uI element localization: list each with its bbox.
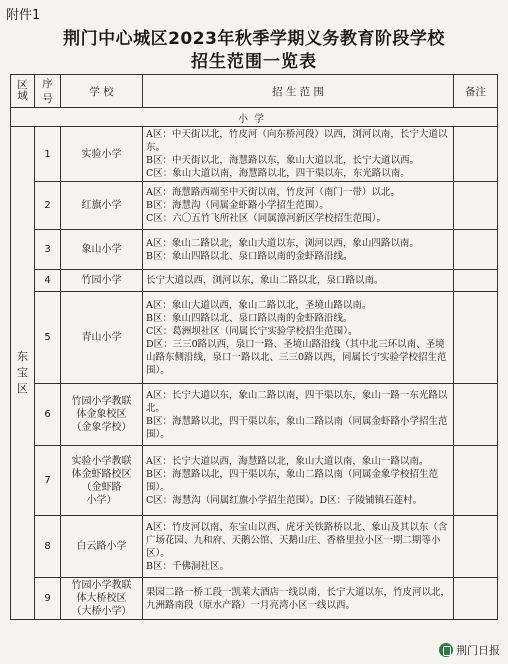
school-name <box>61 182 143 230</box>
row-number: 9 <box>35 578 61 620</box>
enrollment-range <box>143 578 454 620</box>
school-name <box>61 127 143 182</box>
range-line: A区：象山二路以北，象山大道以东，浏河以西，象山四路以南。 <box>146 237 419 249</box>
range-line: A区：象山大道以西，象山二路以北，圣境山路以南。 <box>146 299 372 311</box>
range-line: C区：海慧沟（同属红旗小学招生范围）。D区：子陵铺镇石莲村。 <box>146 494 423 506</box>
note-cell <box>454 446 498 516</box>
range-line: B区：海慧路以北，四干渠以东，象山二路以南（同属金虾路小学招生范围）。 <box>146 415 448 440</box>
note-cell <box>454 384 498 446</box>
enrollment-range <box>143 292 454 384</box>
row-number: 5 <box>35 292 61 384</box>
table-row <box>11 127 498 182</box>
range-line: 长宁大道以西，浏河以东，象山二路以北，泉口路以南。 <box>146 275 384 286</box>
watermark-text: 荆门日报 <box>456 644 500 657</box>
school-name <box>61 270 143 292</box>
note-cell <box>454 127 498 182</box>
header-district-char: 区 <box>17 79 28 91</box>
school-name-line: 红旗小学 <box>81 200 122 211</box>
table-row <box>11 270 498 292</box>
school-name-line: （金象学校） <box>71 422 132 433</box>
header-note: 备注 <box>454 75 498 108</box>
range-line: C区：六〇五竹飞所社区（同属漳河新区学校招生范围）。 <box>146 213 387 224</box>
range-line: A区：中天街以北，竹皮河（向东桥河段）以西，浏河以南，长宁大道以东。 <box>146 129 448 153</box>
table-row <box>11 292 498 384</box>
school-name-line: 竹园小学 <box>81 275 122 286</box>
row-number: 6 <box>35 384 61 446</box>
district-name-char: 宝 <box>17 366 28 379</box>
range-line: A区：长宁大道以西，海慧路以北，象山大道以南，象山一路以南。 <box>146 455 429 467</box>
attachment-label: 附件1 <box>6 8 41 23</box>
range-line: B区：象山四路以北、泉口路以南的金虾路沿线。 <box>146 250 353 262</box>
range-line: B区：海慧路以北，四干渠以东，象山二路以南（同属金象学校招生范围）。 <box>146 468 438 493</box>
section-label: 小学 <box>11 108 498 127</box>
district-name-char: 东 <box>17 350 28 363</box>
row-number: 7 <box>35 446 61 516</box>
header-range: 招 生 范 围 <box>143 75 454 108</box>
range-line: C区：葛洲坝社区（同属长宁实验学校招生范围）。 <box>146 325 358 337</box>
school-name-line: 青山小学 <box>81 332 122 343</box>
note-cell <box>454 516 498 578</box>
school-name <box>61 446 143 516</box>
table-row <box>11 384 498 446</box>
school-name-line: （大桥小学） <box>71 606 132 617</box>
district-name-char: 区 <box>17 382 28 395</box>
enrollment-range <box>143 270 454 292</box>
school-name <box>61 578 143 620</box>
range-line: C区：象山大道以南，海慧路以北，四干渠以东，东光路以南。 <box>146 168 410 179</box>
table-row <box>11 578 498 620</box>
range-line: A区：长宁大道以东，象山二路以南，四干渠以东，象山一路一东光路以北。 <box>146 389 448 414</box>
enrollment-range <box>143 384 454 446</box>
row-number: 3 <box>35 230 61 270</box>
header-district <box>11 75 35 108</box>
row-number: 4 <box>35 270 61 292</box>
note-cell <box>454 292 498 384</box>
table-header-row <box>11 75 498 108</box>
enrollment-range <box>143 127 454 182</box>
school-name-line: 体大桥校区 <box>76 593 127 604</box>
page-title: 荆门中心城区2023年秋季学期义务教育阶段学校 <box>63 29 445 49</box>
range-line: B区：中天街以北，海慧路以东，象山大道以北，长宁大道以西。 <box>146 155 419 166</box>
school-name-line: 体金象校区 <box>76 409 127 420</box>
note-cell <box>454 270 498 292</box>
school-name <box>61 230 143 270</box>
table-body <box>11 127 498 620</box>
header-district-char: 域 <box>17 90 28 102</box>
range-line: B区：象山四路以北、泉口路以南的金虾路沿线。 <box>146 312 353 324</box>
range-line: B区：千佛洞社区。 <box>146 560 229 572</box>
school-name-line: 小学） <box>86 494 117 506</box>
section-row <box>11 108 498 127</box>
row-number: 8 <box>35 516 61 578</box>
watermark <box>439 642 500 658</box>
school-name <box>61 292 143 384</box>
enrollment-range <box>143 446 454 516</box>
range-line: D区：三三0路以西，泉口一路、圣境山路沿线（其中北三环以南、圣境山路东侧沿线，泉口一路以北、三三0路以西，同属长宁实验学校招生范围）。 <box>146 338 447 376</box>
enrollment-range <box>143 230 454 270</box>
enrollment-range <box>143 516 454 578</box>
school-name-line: 实验小学教联 <box>71 455 132 467</box>
header-seq: 序号 <box>35 75 61 108</box>
note-cell <box>454 578 498 620</box>
range-line: A区：竹皮河以南、东宝山以西、虎牙关铁路桥以北、象山及其以东（含广场花园、九和府、天鹅公馆、天鹅山庄、香格里拉小区一期二期等小区）。 <box>146 521 448 559</box>
school-name-line: 实验小学 <box>81 148 122 160</box>
school-name-line: 竹园小学教联 <box>71 580 132 591</box>
wechat-icon <box>439 643 453 657</box>
page-subtitle: 招生范围一览表 <box>191 52 317 72</box>
row-number: 2 <box>35 182 61 230</box>
school-name <box>61 516 143 578</box>
range-line: A区：海慧路西端至中天街以南，竹皮河（南门一带）以北。 <box>146 187 400 198</box>
district-cell <box>11 127 35 620</box>
header-school: 学 校 <box>61 75 143 108</box>
note-cell <box>454 230 498 270</box>
table-row <box>11 182 498 230</box>
school-name-line: （金虾路 <box>81 481 122 493</box>
enrollment-table <box>10 74 498 620</box>
table-row <box>11 516 498 578</box>
enrollment-range <box>143 182 454 230</box>
school-name-line: 象山小学 <box>81 244 122 255</box>
note-cell <box>454 182 498 230</box>
table-row <box>11 230 498 270</box>
range-line: B区：海慧沟（同属金虾路小学招生范围）。 <box>146 200 329 211</box>
school-name-line: 白云路小学 <box>76 541 127 552</box>
school-name <box>61 384 143 446</box>
school-name-line: 体金虾路校区 <box>71 468 132 480</box>
school-name-line: 竹园小学教联 <box>71 396 132 407</box>
range-line: 果园二路一桥工段一凯莱大酒店一线以南，长宁大道以东，竹皮河以北，九洲路南段（原水产路）一月亮湾小区一线以西。 <box>146 586 451 611</box>
row-number: 1 <box>35 127 61 182</box>
table-row <box>11 446 498 516</box>
